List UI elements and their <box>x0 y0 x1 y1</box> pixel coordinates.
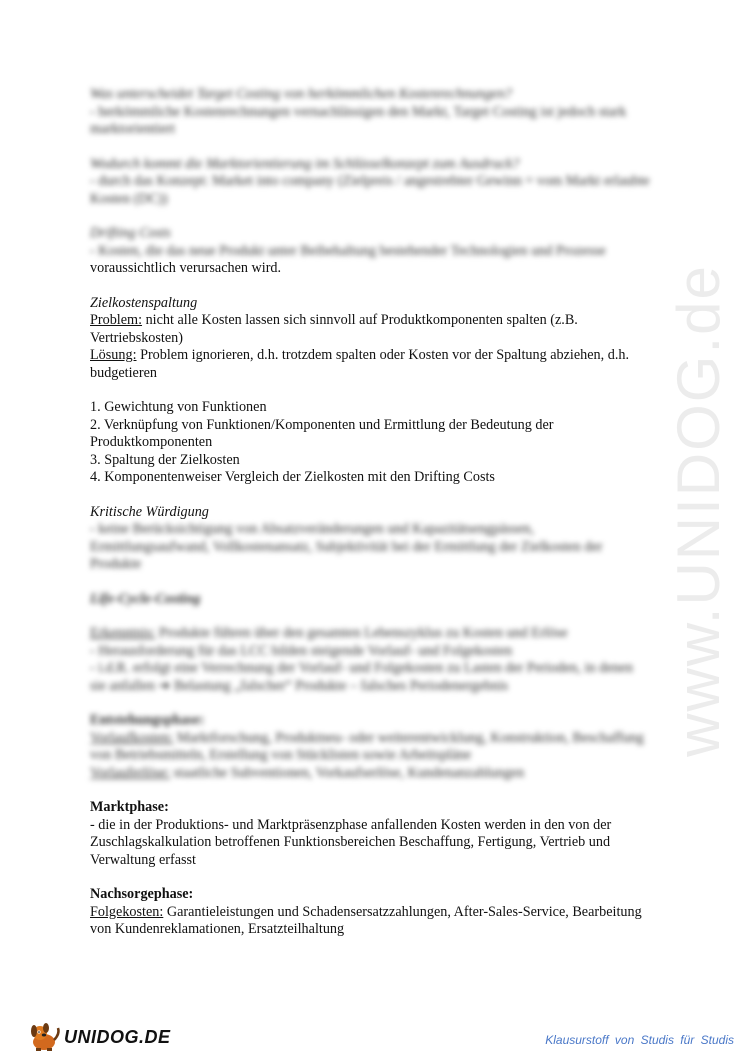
step-item: 1. Gewichtung von Funktionen <box>90 399 267 415</box>
logo-text: UNIDOG.DE <box>64 1026 171 1047</box>
folgekosten-text: Garantieleistungen und Schadensersatzzahlungen, After-Sales-Service, Bearbeitung von Kundenreklamationen, Ersatzteilhaltung <box>90 903 642 937</box>
vorlaufkosten-text: Marktforschung, Produktneu- oder weiterentwicklung, Konstruktion, Beschaffung von Betriebsmitteln, Erstellung von Stücklisten sowie Arbeitspläne <box>90 729 644 763</box>
step-item: 3. Spaltung der Zielkosten <box>90 451 240 468</box>
lcc-line-2: - Herausforderung für das LCC bilden steigende Vorlauf- und Folgekosten <box>90 642 513 659</box>
vorlaufkosten-paragraph <box>90 730 650 765</box>
kritische-wuerdigung-title: Kritische Würdigung <box>90 503 209 520</box>
problem-label: Problem: <box>90 312 143 328</box>
drifting-costs-title: Drifting Costs <box>90 225 171 241</box>
erkenntnis-label: Erkenntnis: <box>90 625 156 641</box>
lcc-title: Life-Cycle-Costing <box>90 590 201 607</box>
blurred-section-top <box>90 86 650 260</box>
loesung-label: Lösung: <box>90 347 137 363</box>
vorlauferloese-label: Vorlauferlöse: <box>90 764 171 781</box>
nachsorgephase-section <box>90 886 650 939</box>
watermark-text: www.UNIDOG.de <box>664 263 732 757</box>
lcc-line-3: - i.d.R. erfolgt eine Verrechnung der Vorlauf- und Folgekosten zu Lasten der Perioden, in denen sie anfallen ➔ Belastung „falscher“ Produkte – falsches Periodenergebnis <box>90 660 633 694</box>
nachsorgephase-title: Nachsorgephase: <box>90 886 194 902</box>
question-1-title: Was unterscheidet Target Costing von herkömmlichen Kostenrechnungen? <box>90 86 512 102</box>
marktphase-text: - die in der Produktions- und Marktpräsenzphase anfallenden Kosten werden in den von der Zuschlagskalkulation betroffenen Funktionsbereichen Beschaffung, Fertigung, Vertrieb und Verwaltung erfasst <box>90 816 612 868</box>
kritische-wuerdigung-text: - keine Berücksichtigung von Absatzveränderungen und Kapazitätsengpässen, Ermittlungsaufwand, Vollkostenansatz, Subjektivität bei der Ermittlung der Zielkosten der Produkte <box>90 521 603 572</box>
entstehungsphase-title: Entstehungsphase: <box>90 712 205 728</box>
drifting-costs-line-2: voraussichtlich verursachen wird. <box>90 260 282 276</box>
marktphase-section <box>90 799 650 869</box>
vorlauferloese-paragraph <box>90 765 650 783</box>
marktphase-title: Marktphase: <box>90 799 169 815</box>
vorlauferloese-text: staatliche Subventionen, Vorkaufserlöse, Kundenanzahlungen <box>170 764 525 781</box>
loesung-paragraph <box>90 347 650 382</box>
zielkostenspaltung-section <box>90 295 650 487</box>
unidog-logo-link[interactable] <box>28 1022 171 1052</box>
blurred-section-middle <box>90 521 650 782</box>
step-item: 4. Komponentenweiser Vergleich der Zielkosten mit den Drifting Costs <box>90 469 495 485</box>
drifting-costs-line-1: - Kosten, die das neue Produkt unter Beibehaltung bestehender Technologien und Prozesse <box>90 242 606 259</box>
erkenntnis-text: Produkte führen über den gesamten Lebenszyklus zu Kosten und Erlöse <box>155 625 568 641</box>
step-item: 2. Verknüpfung von Funktionen/Komponenten und Ermittlung der Bedeutung der Produktkomponenten <box>90 416 554 450</box>
erkenntnis-paragraph <box>90 625 650 643</box>
question-2-title: Wodurch kommt die Marktorientierung im Schlüsselkonzept zum Ausdruck? <box>90 155 520 172</box>
problem-text: nicht alle Kosten lassen sich sinnvoll auf Produktkomponenten spalten (z.B. Vertriebskosten) <box>90 312 578 346</box>
loesung-text: Problem ignorieren, d.h. trotzdem spalten oder Kosten vor der Spaltung abziehen, d.h. budgetieren <box>90 347 630 381</box>
footer-slogan: Klausurstoff von Studis für Studis <box>545 1033 734 1047</box>
watermark <box>664 263 732 757</box>
problem-paragraph <box>90 312 650 347</box>
question-1-answer: - herkömmliche Kostenrechnungen vernachlässigen den Markt, Target Costing ist jedoch stark marktorientiert <box>90 103 627 137</box>
vorlaufkosten-label: Vorlaufkosten: <box>90 729 174 746</box>
question-2-answer: - durch das Konzept: Market into company (Zielpreis / angestrebter Gewinn = vom Markt erlaubte Kosten (DC)) <box>90 173 650 207</box>
folgekosten-label: Folgekosten: <box>90 903 164 920</box>
dog-mascot-icon <box>28 1022 62 1052</box>
document-body <box>90 86 650 939</box>
folgekosten-paragraph <box>90 904 650 939</box>
zielkostenspaltung-title: Zielkostenspaltung <box>90 294 198 311</box>
